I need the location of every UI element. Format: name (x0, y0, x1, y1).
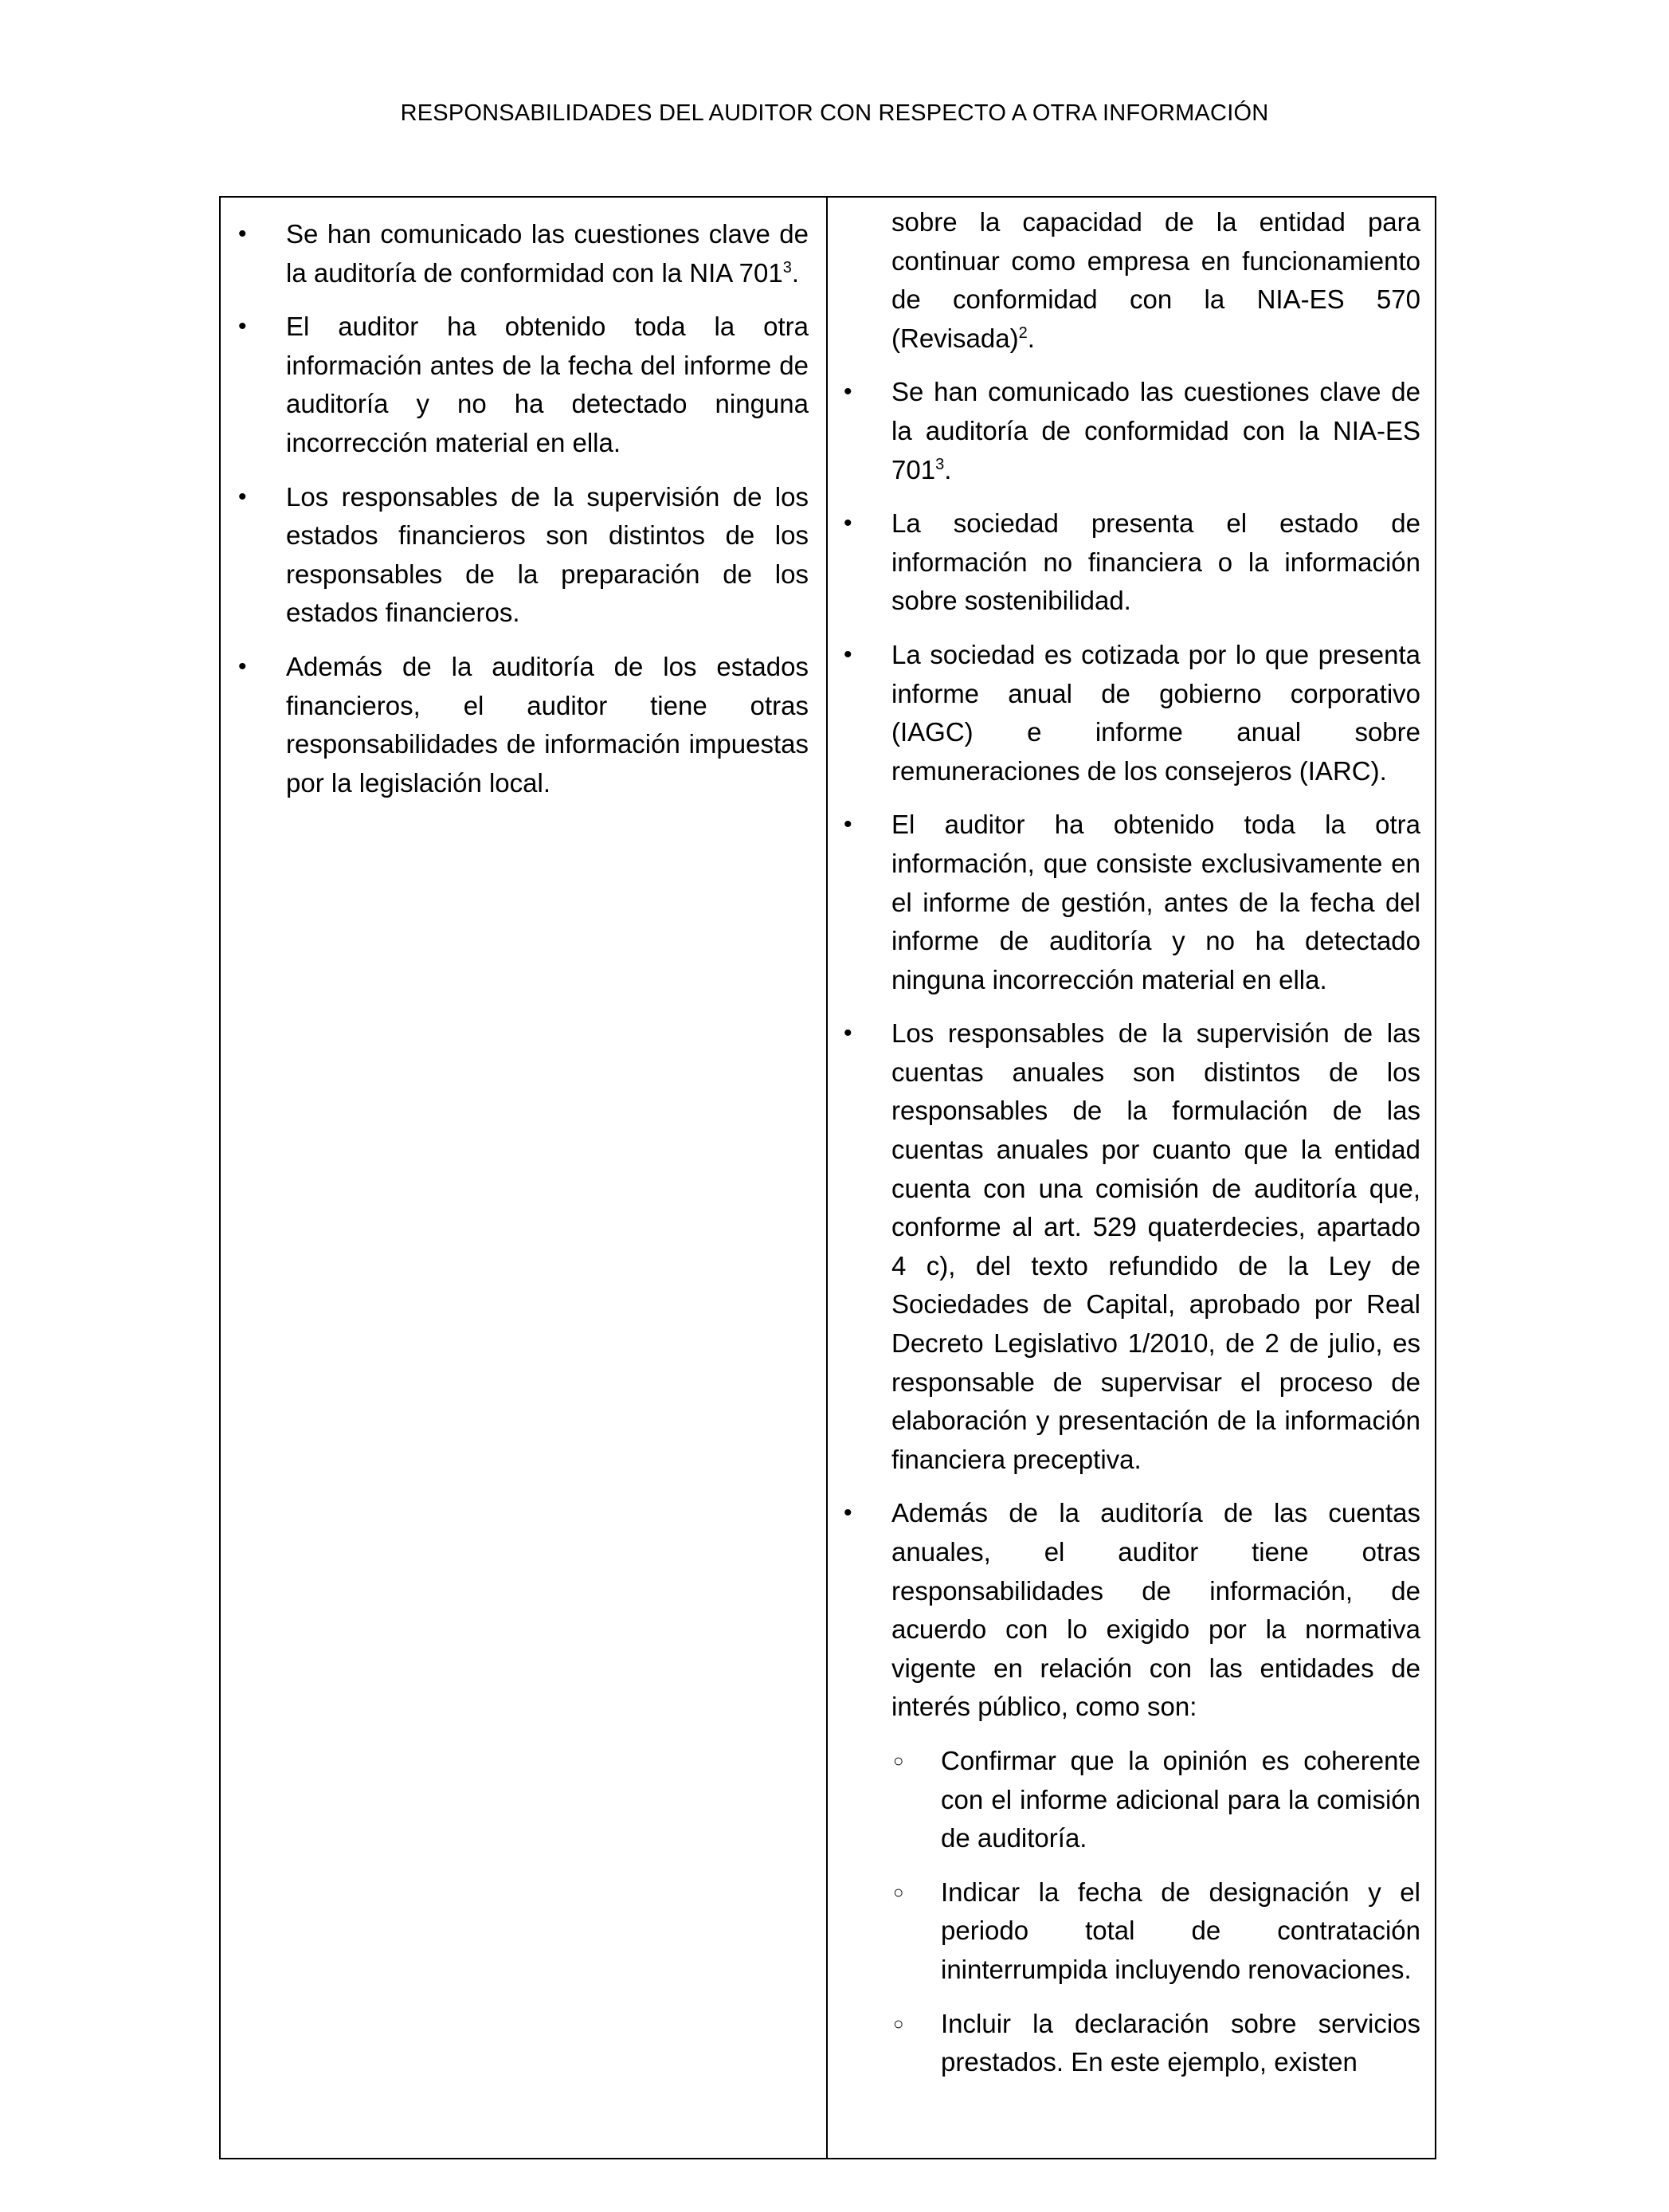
bullet-icon: • (238, 313, 247, 340)
right-item-text: Se han comunicado las cuestiones clave de la auditoría de conformidad con la NIA-ES 701 (891, 377, 1420, 484)
continuation-punct: . (1027, 323, 1035, 353)
right-list-item (828, 1014, 1436, 1479)
sub-item-text: Incluir la declaración sobre servicios prestados. En este ejemplo, existen (941, 2008, 1420, 2077)
left-item-text: Además de la auditoría de los estados financieros, el auditor tiene otras responsabilidades de información impuestas por la legislación local. (286, 651, 809, 798)
hollow-circle-bullet-icon: ○ (893, 1750, 904, 1771)
right-item-text: La sociedad presenta el estado de información no financiera o la información sobre sostenibilidad. (891, 508, 1420, 616)
bullet-icon: • (238, 483, 247, 510)
bullet-icon: • (844, 1020, 852, 1047)
right-list-item (828, 1494, 1436, 1727)
right-item-text: Los responsables de la supervisión de las cuentas anuales son distintos de los responsables de la formulación de las cuentas anuales por cuanto que la entidad cuenta con una comisión de auditoría que, conforme al art. 529 quaterdecies, apartado 4 c), del texto refundido de la Ley de Sociedades de Capital, aprobado por Real Decreto Legislativo 1/2010, de 2 de julio, es responsable de supervisar el proceso de elaboración y presentación de la información financiera preceptiva. (891, 1018, 1420, 1474)
right-item-text: Además de la auditoría de las cuentas anuales, el auditor tiene otras responsabilidades de información, de acuerdo con lo exigido por la normativa vigente en relación con las entidades de interés público, como son: (891, 1498, 1420, 1722)
right-list-item (828, 636, 1436, 790)
right-continuation-text (828, 203, 1436, 358)
footnote-ref: 3 (782, 258, 792, 276)
right-sub-list-item (828, 1742, 1436, 1858)
bullet-icon: • (238, 221, 247, 247)
right-item-punct: . (944, 454, 952, 484)
right-column (828, 198, 1436, 2158)
left-item-text: El auditor ha obtenido toda la otra información antes de la fecha del informe de auditoría y no ha detectado ninguna incorrección material en ella. (286, 312, 809, 457)
bullet-icon: • (844, 378, 852, 406)
continuation-text: sobre la capacidad de la entidad para continuar como empresa en funcionamiento de conformidad con la NIA-ES 570 (Revisada) (891, 207, 1420, 353)
left-list-item (221, 215, 826, 292)
right-list-item (828, 504, 1436, 621)
left-list-item (221, 308, 826, 462)
right-list-item (828, 806, 1436, 999)
left-item-text: Los responsables de la supervisión de los estados financieros son distintos de los responsables de la preparación de los estados financieros. (286, 481, 809, 628)
bullet-icon: • (238, 653, 247, 680)
left-item-text: Se han comunicado las cuestiones clave de la auditoría de conformidad con la NIA 701 (286, 219, 809, 288)
page-header-title: RESPONSABILIDADES DEL AUDITOR CON RESPECTO A OTRA INFORMACIÓN (400, 100, 1269, 126)
footnote-ref: 2 (1018, 324, 1028, 342)
bullet-icon: • (844, 1500, 852, 1527)
left-item-punct: . (791, 257, 800, 288)
left-list-item (221, 648, 826, 802)
hollow-circle-bullet-icon: ○ (893, 2013, 904, 2034)
hollow-circle-bullet-icon: ○ (893, 1881, 904, 1902)
right-sub-list-item (828, 1873, 1436, 1990)
right-item-text: La sociedad es cotizada por lo que presenta informe anual de gobierno corporativo (IAGC) e informe anual sobre remuneraciones de los consejeros (IARC). (891, 639, 1420, 786)
bullet-icon: • (844, 811, 852, 838)
two-column-table (219, 196, 1436, 2159)
bullet-icon: • (844, 641, 852, 668)
left-column (221, 198, 826, 2158)
bullet-icon: • (844, 510, 852, 537)
sub-item-text: Confirmar que la opinión es coherente con el informe adicional para la comisión de auditoría. (941, 1745, 1420, 1853)
right-sub-list-item (828, 2005, 1436, 2082)
left-list-item (221, 478, 826, 633)
footnote-ref: 3 (935, 455, 945, 473)
right-list-item (828, 373, 1436, 489)
right-item-text: El auditor ha obtenido toda la otra información, que consiste exclusivamente en el informe de gestión, antes de la fecha del informe de auditoría y no ha detectado ninguna incorrección material en ella. (891, 810, 1420, 994)
sub-item-text: Indicar la fecha de designación y el periodo total de contratación ininterrumpida incluyendo renovaciones. (941, 1877, 1420, 1984)
